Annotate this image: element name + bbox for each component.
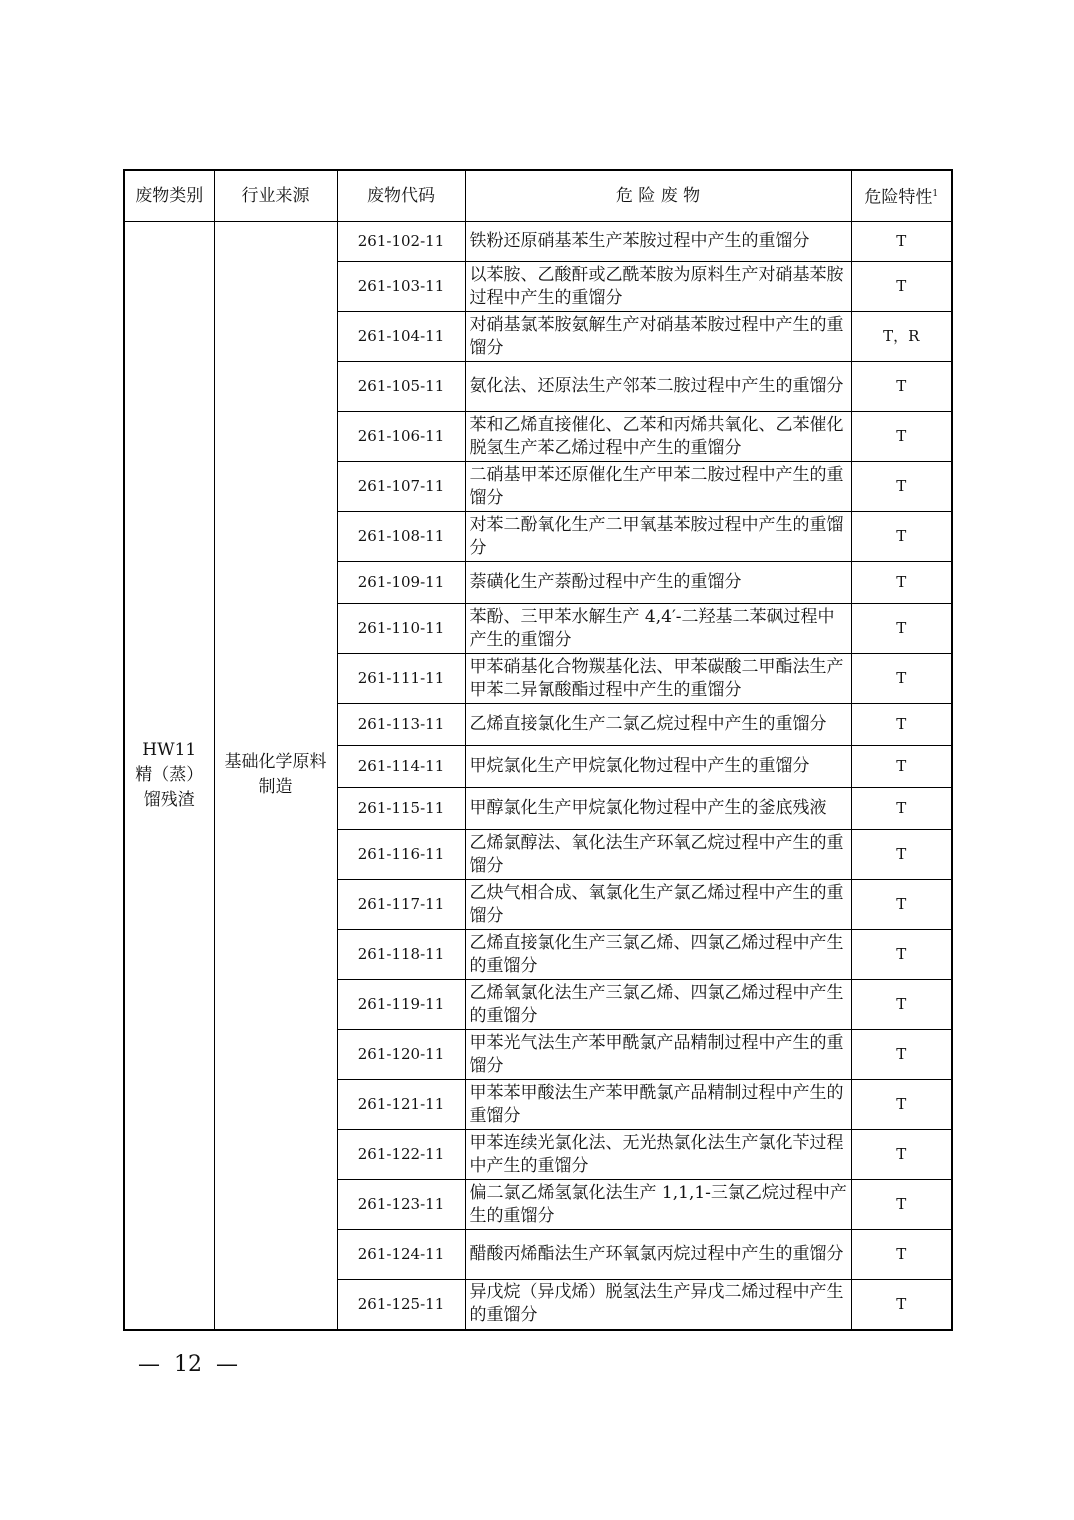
waste-description-cell: 以苯胺、乙酸酐或乙酰苯胺为原料生产对硝基苯胺过程中产生的重馏分 <box>465 262 851 312</box>
hazard-property-cell: T <box>851 604 952 654</box>
waste-description-cell: 萘磺化生产萘酚过程中产生的重馏分 <box>465 562 851 604</box>
hazard-property-cell: T <box>851 788 952 830</box>
waste-code-cell: 261-114-11 <box>337 746 465 788</box>
header-property <box>851 170 952 222</box>
waste-description-cell: 氨化法、还原法生产邻苯二胺过程中产生的重馏分 <box>465 362 851 412</box>
hazardous-waste-table <box>123 169 953 1331</box>
waste-category-line2: 精（蒸） <box>135 764 204 785</box>
header-source: 行业来源 <box>214 170 337 222</box>
waste-code-cell: 261-117-11 <box>337 880 465 930</box>
hazard-property-cell: T <box>851 222 952 262</box>
waste-description-cell: 甲醇氯化生产甲烷氯化物过程中产生的釜底残液 <box>465 788 851 830</box>
header-category: 废物类别 <box>124 170 214 222</box>
waste-code-cell: 261-123-11 <box>337 1180 465 1230</box>
hazard-property-cell: T <box>851 562 952 604</box>
hazard-property-cell: T <box>851 1280 952 1330</box>
waste-category-cell <box>124 222 214 1330</box>
hazard-property-cell: T <box>851 980 952 1030</box>
hazard-property-cell: T <box>851 880 952 930</box>
hazard-property-cell: T <box>851 462 952 512</box>
waste-code-cell: 261-118-11 <box>337 930 465 980</box>
header-property-label: 危险特性 <box>864 187 933 208</box>
hazard-property-cell: T <box>851 362 952 412</box>
industry-source-line1: 基础化学原料 <box>224 752 327 773</box>
waste-code-cell: 261-106-11 <box>337 412 465 462</box>
waste-code-cell: 261-110-11 <box>337 604 465 654</box>
hazard-property-cell: T <box>851 1030 952 1080</box>
waste-code-cell: 261-115-11 <box>337 788 465 830</box>
waste-description-cell: 甲苯连续光氯化法、无光热氯化法生产氯化苄过程中产生的重馏分 <box>465 1130 851 1180</box>
waste-code-cell: 261-107-11 <box>337 462 465 512</box>
waste-description-cell: 甲苯光气法生产苯甲酰氯产品精制过程中产生的重馏分 <box>465 1030 851 1080</box>
hazard-property-cell: T <box>851 1080 952 1130</box>
waste-description-cell: 乙烯直接氯化生产三氯乙烯、四氯乙烯过程中产生的重馏分 <box>465 930 851 980</box>
waste-description-cell: 二硝基甲苯还原催化生产甲苯二胺过程中产生的重馏分 <box>465 462 851 512</box>
waste-code-cell: 261-121-11 <box>337 1080 465 1130</box>
waste-code-cell: 261-103-11 <box>337 262 465 312</box>
header-code: 废物代码 <box>337 170 465 222</box>
hazard-property-cell: T <box>851 262 952 312</box>
hazard-property-cell: T <box>851 746 952 788</box>
waste-description-cell: 乙炔气相合成、氧氯化生产氯乙烯过程中产生的重馏分 <box>465 880 851 930</box>
hazard-property-cell: T <box>851 1130 952 1180</box>
waste-code-cell: 261-119-11 <box>337 980 465 1030</box>
waste-code-cell: 261-104-11 <box>337 312 465 362</box>
waste-description-cell: 异戊烷（异戊烯）脱氢法生产异戊二烯过程中产生的重馏分 <box>465 1280 851 1330</box>
waste-code-cell: 261-102-11 <box>337 222 465 262</box>
waste-code-cell: 261-116-11 <box>337 830 465 880</box>
waste-category-line1: HW11 <box>142 739 197 760</box>
hazard-property-cell: T <box>851 654 952 704</box>
waste-code-cell: 261-122-11 <box>337 1130 465 1180</box>
waste-code-cell: 261-105-11 <box>337 362 465 412</box>
waste-code-cell: 261-111-11 <box>337 654 465 704</box>
table-header-row <box>124 170 952 222</box>
header-waste: 危 险 废 物 <box>465 170 851 222</box>
hazard-property-cell: T <box>851 704 952 746</box>
waste-description-cell: 乙烯直接氯化生产二氯乙烷过程中产生的重馏分 <box>465 704 851 746</box>
header-property-footnote: 1 <box>932 188 939 199</box>
hazard-property-cell: T <box>851 830 952 880</box>
waste-description-cell: 苯和乙烯直接催化、乙苯和丙烯共氧化、乙苯催化脱氢生产苯乙烯过程中产生的重馏分 <box>465 412 851 462</box>
waste-description-cell: 醋酸丙烯酯法生产环氧氯丙烷过程中产生的重馏分 <box>465 1230 851 1280</box>
waste-description-cell: 乙烯氧氯化法生产三氯乙烯、四氯乙烯过程中产生的重馏分 <box>465 980 851 1030</box>
hazard-property-cell: T <box>851 1180 952 1230</box>
waste-code-cell: 261-113-11 <box>337 704 465 746</box>
table-row <box>124 222 952 262</box>
hazard-property-cell: T，R <box>851 312 952 362</box>
waste-code-cell: 261-125-11 <box>337 1280 465 1330</box>
industry-source-line2: 制造 <box>258 777 293 798</box>
waste-code-cell: 261-108-11 <box>337 512 465 562</box>
waste-code-cell: 261-120-11 <box>337 1030 465 1080</box>
waste-description-cell: 甲苯硝基化合物羰基化法、甲苯碳酸二甲酯法生产甲苯二异氰酸酯过程中产生的重馏分 <box>465 654 851 704</box>
hazard-property-cell: T <box>851 412 952 462</box>
waste-description-cell: 甲烷氯化生产甲烷氯化物过程中产生的重馏分 <box>465 746 851 788</box>
waste-description-cell: 对硝基氯苯胺氨解生产对硝基苯胺过程中产生的重馏分 <box>465 312 851 362</box>
waste-description-cell: 对苯二酚氧化生产二甲氧基苯胺过程中产生的重馏分 <box>465 512 851 562</box>
waste-code-cell: 261-109-11 <box>337 562 465 604</box>
waste-code-cell: 261-124-11 <box>337 1230 465 1280</box>
hazard-property-cell: T <box>851 930 952 980</box>
waste-category-line3: 馏残渣 <box>143 789 195 810</box>
waste-description-cell: 乙烯氯醇法、氧化法生产环氧乙烷过程中产生的重馏分 <box>465 830 851 880</box>
industry-source-cell <box>214 222 337 1330</box>
waste-description-cell: 铁粉还原硝基苯生产苯胺过程中产生的重馏分 <box>465 222 851 262</box>
waste-description-cell: 偏二氯乙烯氢氯化法生产 1,1,1-三氯乙烷过程中产生的重馏分 <box>465 1180 851 1230</box>
page-number: — 12 — <box>138 1352 238 1377</box>
hazard-property-cell: T <box>851 1230 952 1280</box>
hazard-property-cell: T <box>851 512 952 562</box>
waste-description-cell: 甲苯苯甲酸法生产苯甲酰氯产品精制过程中产生的重馏分 <box>465 1080 851 1130</box>
waste-description-cell: 苯酚、三甲苯水解生产 4,4′-二羟基二苯砜过程中产生的重馏分 <box>465 604 851 654</box>
